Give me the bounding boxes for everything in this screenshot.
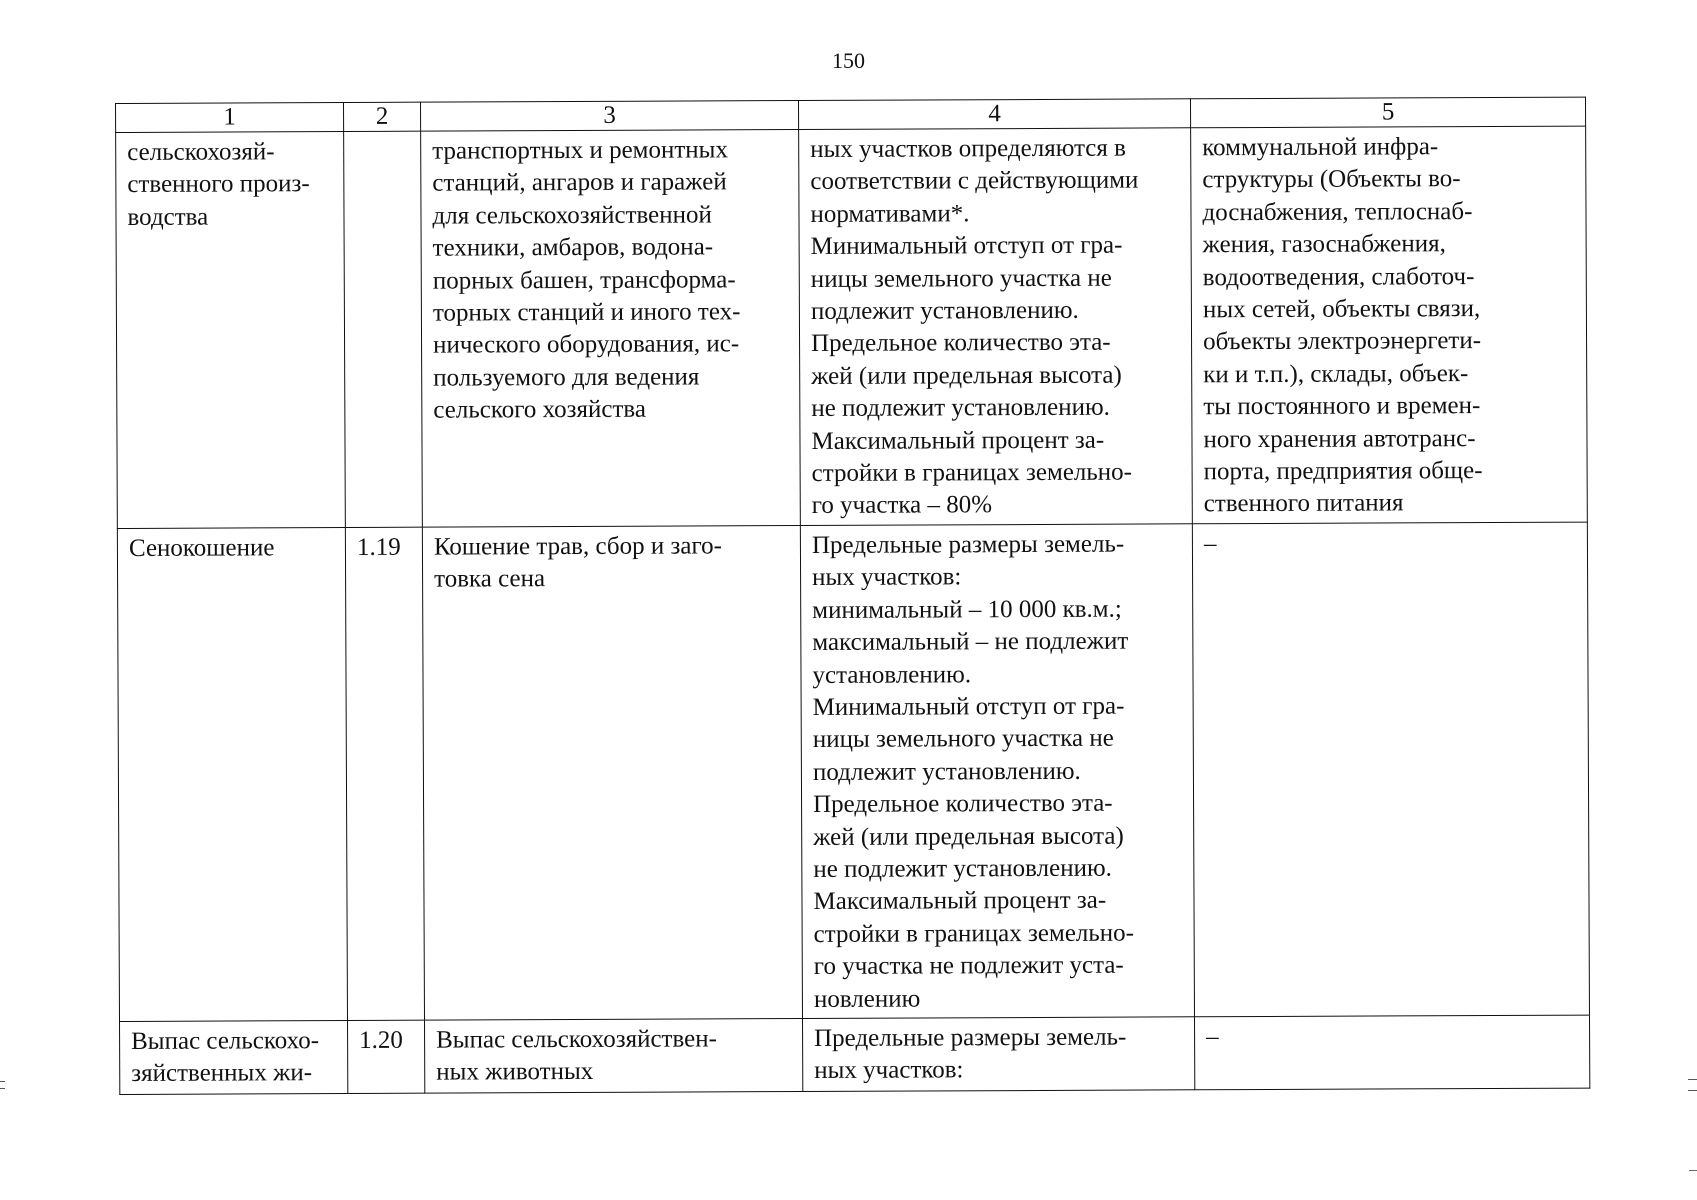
cell-code: 1.20 [348, 1020, 425, 1093]
cell-use-name: Выпас сельскохо- зяйственных жи- [120, 1020, 348, 1094]
table-row [116, 126, 1588, 528]
cell-auxiliary-uses: – [1194, 1015, 1589, 1090]
cell-parameters: ных участков определяются в соответствии с действующими нормативами*. Минимальный отступ от гра- ницы земельного участка не подлежит установлению. Предельное количество эта- жей (или предельная высота) не подлежит установлению. Максимальный процент за- стройки в границах земельно- го участка – 80% [799, 128, 1193, 526]
cell-code: 1.19 [345, 527, 424, 1020]
cell-use-name: Сенокошение [117, 527, 347, 1021]
header-cell-1: 1 [116, 103, 344, 133]
zoning-table [115, 97, 1590, 1095]
cell-code [344, 131, 423, 527]
table-row [120, 1015, 1590, 1094]
cell-auxiliary-uses: коммунальной инфра- структуры (Объекты во- доснабжения, теплоснаб- жения, газоснабжения, водоотведения, слаботоч- ных сетей, объекты связи, объекты электроэнергети- ки и т.п.), склады, объек- ты постоянного и времен- ного хранения автотранс- порта, предприятия обще- ственного питания [1191, 126, 1588, 524]
header-cell-2: 2 [344, 102, 421, 131]
cell-use-name: сельскохозяй- ственного произ- водства [116, 132, 346, 529]
cell-parameters: Предельные размеры земель- ных участков: [803, 1017, 1195, 1092]
header-cell-5: 5 [1190, 97, 1585, 128]
document-sheet [115, 97, 1589, 1095]
header-cell-4: 4 [798, 99, 1190, 130]
cell-description: транспортных и ремонтных станций, ангаров и гаражей для сельскохозяйственной техники, амбаров, водона- порных башен, трансформа- торных станций и иного тех- нического оборудования, ис- пользуемого для ведения сельского хозяйства [421, 130, 801, 528]
table-row [117, 522, 1589, 1022]
scan-edge-tick [1689, 1170, 1697, 1171]
cell-description: Кошение трав, сбор и заго- товка сена [422, 525, 802, 1020]
cell-parameters: Предельные размеры земель- ных участков: минимальный – 10 000 кв.м.; максимальный – не подлежит установлению. Минимальный отступ от гра- ницы земельного участка не подлежит установлению. Предельное количество эта- жей (или предельная высота) не подлежит установлению. Максимальный процент за- стройки в границах земельно- го участка не подлежит уста- новлению [800, 524, 1194, 1019]
header-cell-3: 3 [420, 101, 798, 132]
cell-auxiliary-uses: – [1192, 522, 1589, 1017]
cell-description: Выпас сельскохозяйствен- ных животных [425, 1018, 803, 1093]
scan-edge-mark-right [1687, 1076, 1697, 1096]
page-number: 150 [832, 48, 865, 73]
scan-edge-mark-left [0, 1078, 6, 1092]
